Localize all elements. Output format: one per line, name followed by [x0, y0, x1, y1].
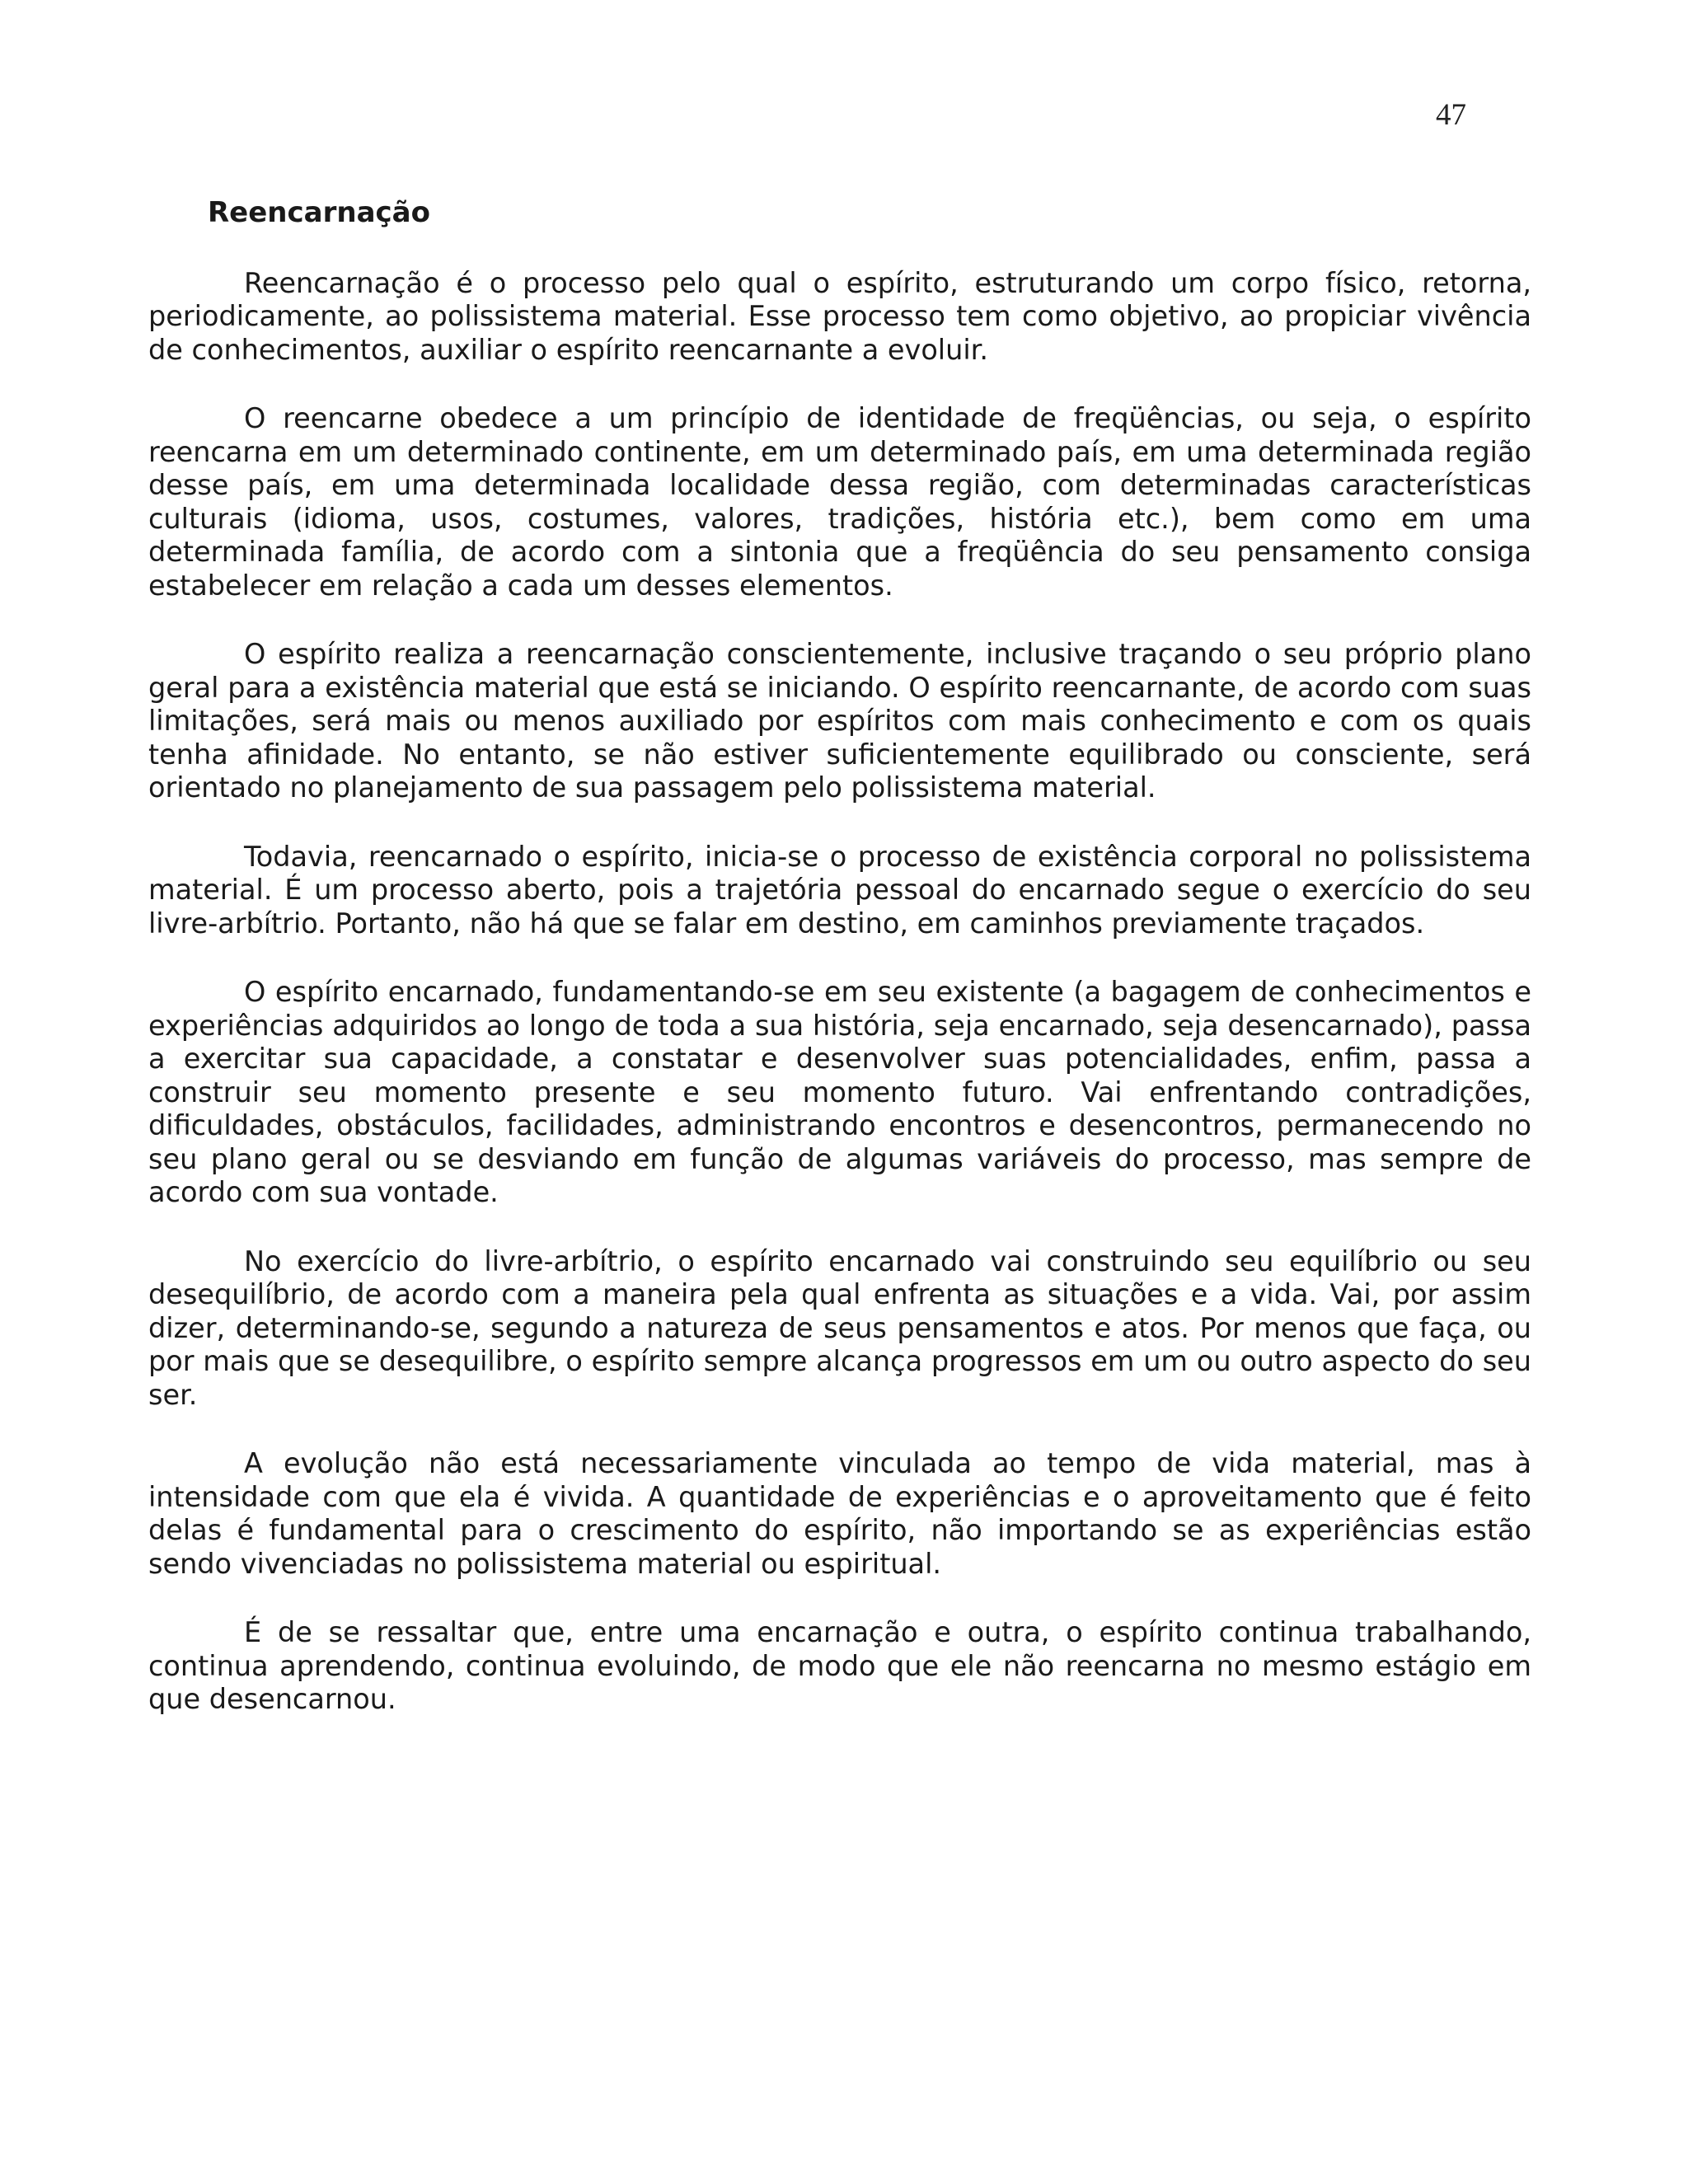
document-body [148, 196, 1531, 1752]
paragraph-8: É de se ressaltar que, entre uma encarnação e outra, o espírito continua trabalhando, continua aprendendo, continua evoluindo, de modo que ele não reencarna no mesmo estágio em que desencarnou. [148, 1616, 1531, 1715]
paragraph-5: O espírito encarnado, fundamentando-se em seu existente (a bagagem de conhecimentos e experiências adquiridos ao longo de toda a sua história, seja encarnado, seja desencarnado), passa a exercitar sua capacidade, a constatar e desenvolver suas potencialidades, enfim, passa a construir seu momento presente e seu momento futuro. Vai enfrentando contradições, dificuldades, obstáculos, facilidades, administrando encontros e desencontros, permanecendo no seu plano geral ou se desviando em função de algumas variáveis do processo, mas sempre de acordo com sua vontade. [148, 976, 1531, 1208]
paragraph-2: O reencarne obedece a um princípio de identidade de freqüências, ou seja, o espírito reencarna em um determinado continente, em um determinado país, em uma determinada região desse país, em uma determinada localidade dessa região, com determinadas características culturais (idioma, usos, costumes, valores, tradições, história etc.), bem como em uma determinada família, de acordo com a sintonia que a freqüência do seu pensamento consiga estabelecer em relação a cada um desses elementos. [148, 402, 1531, 602]
paragraph-4: Todavia, reencarnado o espírito, inicia-se o processo de existência corporal no polissistema material. É um processo aberto, pois a trajetória pessoal do encarnado segue o exercício do seu livre-arbítrio. Portanto, não há que se falar em destino, em caminhos previamente traçados. [148, 840, 1531, 940]
paragraph-1: Reencarnação é o processo pelo qual o espírito, estruturando um corpo físico, retorna, periodicamente, ao polissistema material. Esse processo tem como objetivo, ao propiciar vivência de conhecimentos, auxiliar o espírito reencarnante a evoluir. [148, 266, 1531, 366]
section-heading: Reencarnação [208, 196, 430, 229]
paragraph-7: A evolução não está necessariamente vinculada ao tempo de vida material, mas à intensidade com que ela é vivida. A quantidade de experiências e o aproveitamento que é feito delas é fundamental para o crescimento do espírito, não importando se as experiências estão sendo vivenciadas no polissistema material ou espiritual. [148, 1447, 1531, 1580]
paragraph-3: O espírito realiza a reencarnação conscientemente, inclusive traçando o seu próprio plano geral para a existência material que está se iniciando. O espírito reencarnante, de acordo com suas limitações, será mais ou menos auxiliado por espíritos com mais conhecimento e com os quais tenha afinidade. No entanto, se não estiver suficientemente equilibrado ou consciente, será orientado no planejamento de sua passagem pelo polissistema material. [148, 638, 1531, 804]
page-number: 47 [1436, 98, 1466, 132]
paragraph-6: No exercício do livre-arbítrio, o espírito encarnado vai construindo seu equilíbrio ou seu desequilíbrio, de acordo com a maneira pela qual enfrenta as situações e a vida. Vai, por assim dizer, determinando-se, segundo a natureza de seus pensamentos e atos. Por menos que faça, ou por mais que se desequilibre, o espírito sempre alcança progressos em um ou outro aspecto do seu ser. [148, 1244, 1531, 1411]
